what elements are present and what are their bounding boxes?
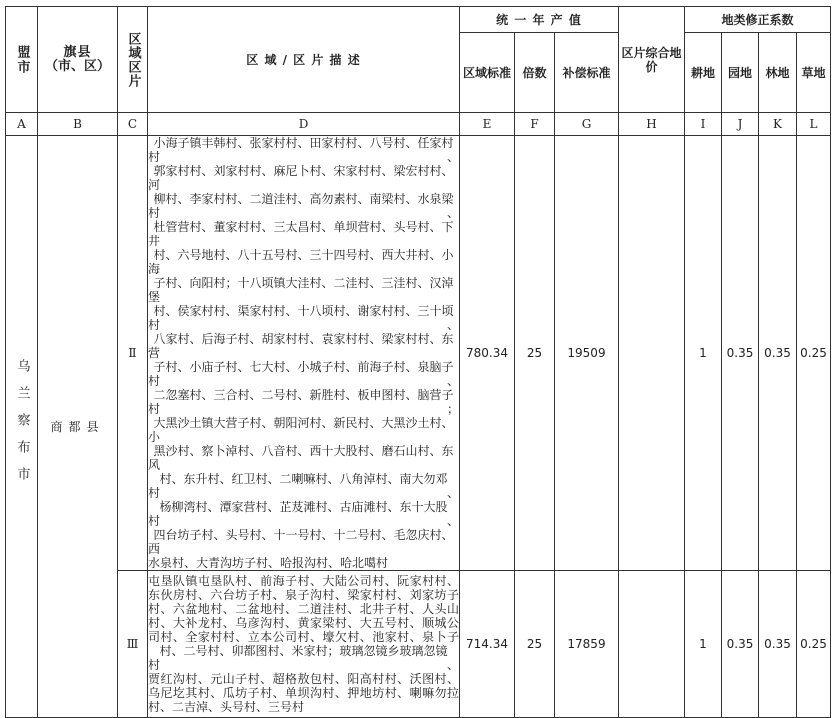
column-letter: D [148, 113, 460, 136]
description-line: 子村、向阳村；十八顷镇大洼村、二洼村、三洼村、汉淖堡 [148, 276, 454, 304]
composite-price-value [619, 571, 685, 718]
description-line: 黑沙村、察卜淖村、八音村、西十大股村、磨石山村、东风 [148, 444, 454, 472]
zone-description [148, 136, 460, 571]
header-correction-coeff: 地类修正系数 [685, 7, 831, 33]
header-composite-price: 区片综合地 价 [619, 7, 685, 113]
header-compensation: 补偿标准 [555, 33, 619, 113]
header-description: 区 域 / 区 片 描 述 [148, 7, 460, 113]
cultivated-coeff: 1 [685, 136, 722, 571]
zone-value: Ⅱ [118, 136, 148, 571]
zone-value: Ⅲ [118, 571, 148, 718]
county-value: 商都县 [38, 136, 118, 718]
description-line: 村、六号地村、八十五号村、三十四号村、西大井村、小海 [148, 248, 454, 276]
description-line: 村、二吉淖、头号村、三号村 [148, 700, 305, 714]
description-line: 屯垦队镇屯垦队村、前海子村、大陆公司村、阮家村村、 [148, 574, 459, 588]
column-letter: E [460, 113, 515, 136]
garden-coeff: 0.35 [722, 136, 759, 571]
header-row-1 [6, 7, 831, 33]
table-row [6, 571, 831, 718]
header-banner-county-label: 旗县 [63, 44, 92, 60]
composite-price-value [619, 136, 685, 571]
description-line: 村、侯家村村、渠家村村、十八顷村、谢家村村、三十顷村、 [148, 304, 459, 332]
description-line: 大黑沙土镇大营子村、朝阳河村、新民村、大黑沙土村、小 [148, 416, 454, 444]
forest-coeff: 0.35 [759, 571, 797, 718]
description-line: 村、六盆地村、二盆地村、二道洼村、北井子村、人头山 [148, 602, 459, 616]
multiple-value: 25 [515, 136, 555, 571]
header-zone-standard: 区域标准 [460, 33, 515, 113]
description-line: 郭家村村、刘家村村、麻尼卜村、宋家村村、梁宏村村、河 [148, 164, 454, 192]
cultivated-coeff: 1 [685, 571, 722, 718]
header-forest: 林地 [759, 33, 797, 113]
header-banner-county [38, 7, 118, 113]
column-letter: K [759, 113, 797, 136]
header-league-city-label: 盟市 [14, 44, 30, 75]
column-letter: G [555, 113, 619, 136]
header-zone-label: 区域区片 [125, 31, 141, 88]
header-cultivated: 耕地 [685, 33, 722, 113]
description-line: 杨柳湾村、潭家营村、芷芨滩村、古庙滩村、东十大股村、 [148, 500, 459, 528]
zone-standard-value: 780.34 [460, 136, 515, 571]
description-line: 村、东升村、红卫村、二喇嘛村、八角淖村、南大勿邓村、 [148, 472, 459, 500]
description-line: 二忽塞村、三合村、二号村、新胜村、板申图村、脑营子村； [148, 388, 459, 416]
grass-coeff: 0.25 [797, 136, 831, 571]
garden-coeff: 0.35 [722, 571, 759, 718]
column-letter: J [722, 113, 759, 136]
description-line: 乌尼圪其村、瓜坊子村、单坝沟村、押地坊村、喇嘛勿拉 [148, 686, 459, 700]
column-letter-row [6, 113, 831, 136]
zone-standard-value: 714.34 [460, 571, 515, 718]
column-letter: C [118, 113, 148, 136]
table-row [6, 136, 831, 571]
description-line: 东伙房村、六台坊子村、泉子沟村、梁家村村、刘家坊子 [148, 588, 459, 602]
description-line: 村、二号村、卯都图村、米家村；玻璃忽镜乡玻璃忽镜村、 [148, 644, 459, 672]
description-line: 杜管营村、董家村村、三太昌村、单坝营村、头号村、下井 [148, 220, 454, 248]
description-line: 水泉村、大青沟坊子村、哈报沟村、哈北噶村 [148, 556, 389, 570]
league-city-cell [6, 136, 38, 718]
zone-description [148, 571, 460, 718]
description-line: 八家村、后海子村、胡家村村、袁家村村、梁家村村、东营 [148, 332, 454, 360]
column-letter: F [515, 113, 555, 136]
compensation-value: 19509 [555, 136, 619, 571]
header-multiple: 倍数 [515, 33, 555, 113]
header-banner-county-sub: （市、区） [44, 58, 110, 74]
description-line: 子村、小庙子村、七大村、小城子村、前海子村、泉脑子村、 [148, 360, 459, 388]
header-garden: 园地 [722, 33, 759, 113]
multiple-value: 25 [515, 571, 555, 718]
column-letter: H [619, 113, 685, 136]
header-zone [118, 7, 148, 113]
grass-coeff: 0.25 [797, 571, 831, 718]
description-line: 柳村、李家村村、二道洼村、高勿素村、南梁村、水泉梁村、 [148, 192, 459, 220]
column-letter: A [6, 113, 38, 136]
header-league-city [6, 7, 38, 113]
league-city-value: 乌兰察布市 [14, 359, 30, 494]
description-line: 村、大补龙村、乌彦沟村、黄家梁村、大五号村、顺城公 [148, 616, 459, 630]
description-line: 贾红沟村、元山子村、超格敖包村、阳高村村、沃图村、 [148, 672, 459, 686]
forest-coeff: 0.35 [759, 136, 797, 571]
column-letter: L [797, 113, 831, 136]
description-line: 司村、全家村村、立本公司村、壕欠村、池家村、泉卜子 [148, 630, 459, 644]
land-value-table [5, 6, 831, 718]
header-unified-output: 统 一 年 产 值 [460, 7, 619, 33]
header-grass: 草地 [797, 33, 831, 113]
description-line: 四台坊子村、头号村、十一号村、十二号村、毛忽庆村、西 [148, 528, 454, 556]
compensation-value: 17859 [555, 571, 619, 718]
column-letter: B [38, 113, 118, 136]
description-line: 小海子镇丰韩村、张家村村、田家村村、八号村、任家村村、 [148, 136, 459, 164]
column-letter: I [685, 113, 722, 136]
